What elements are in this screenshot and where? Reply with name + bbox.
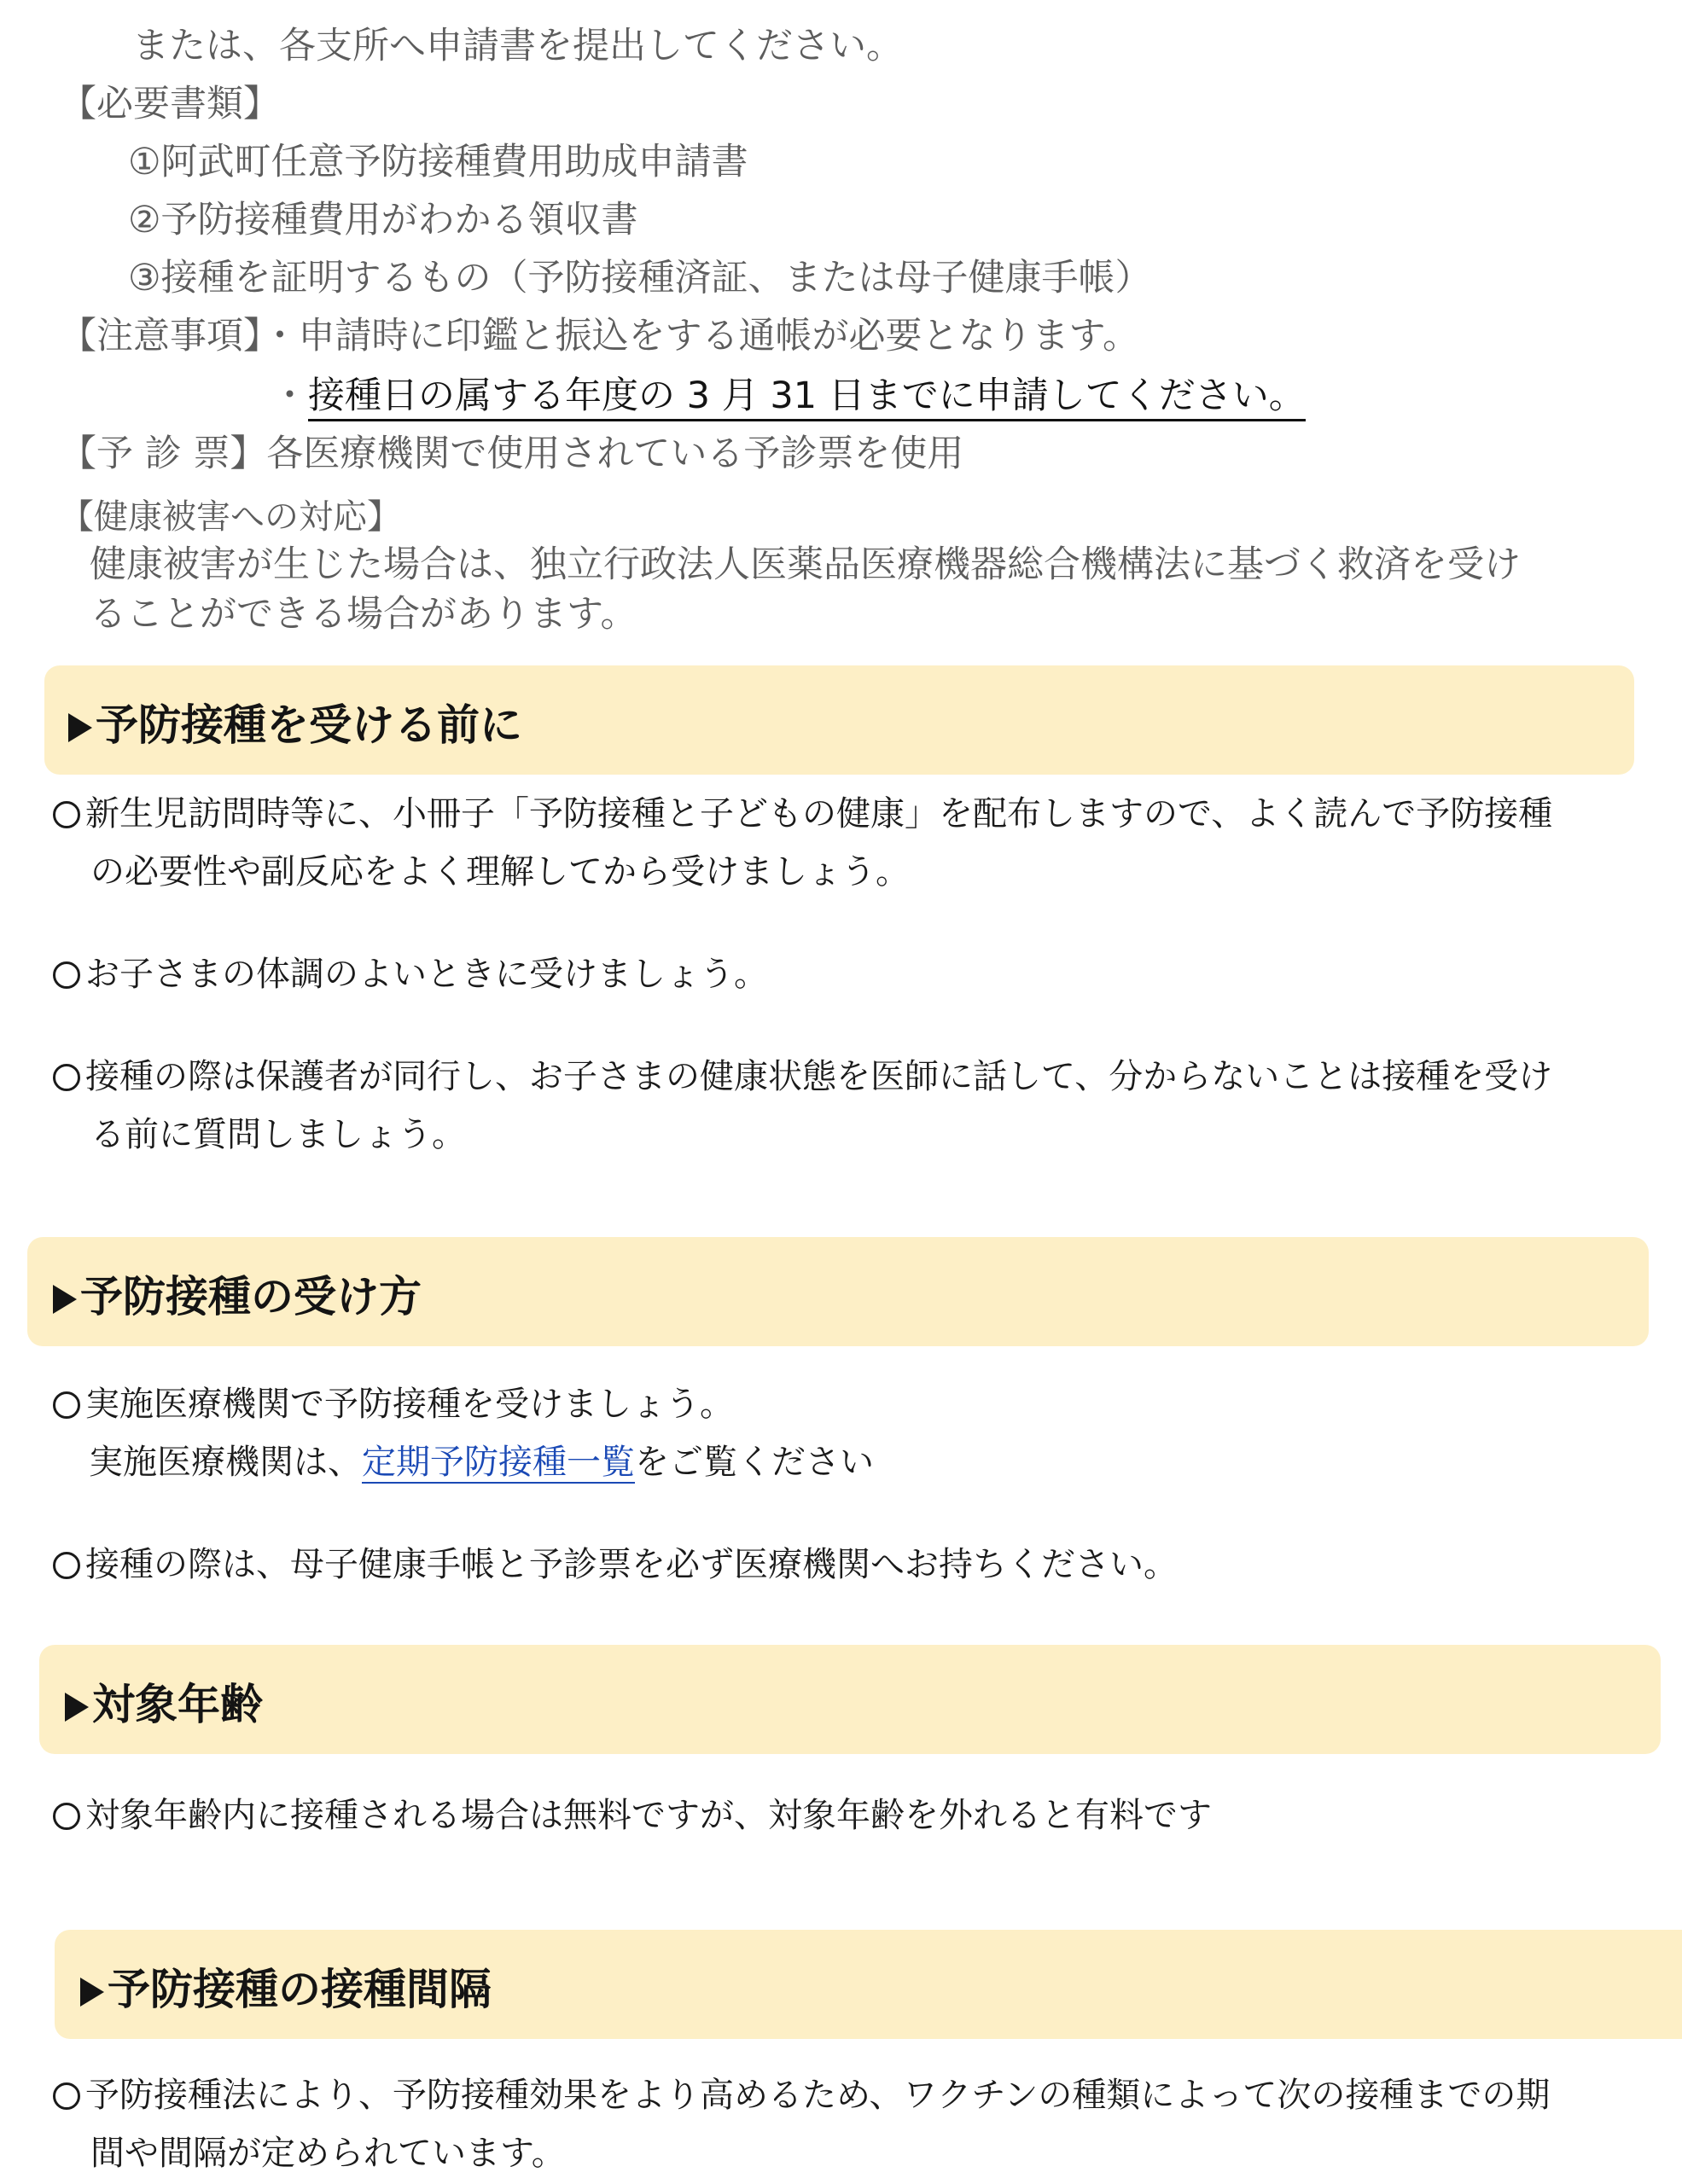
before-item-1-cont: の必要性や副反応をよく理解してから受けましょう。 bbox=[90, 852, 910, 892]
section-age-title bbox=[65, 1679, 263, 1730]
note-1: ・申請時に印鑑と振込をする通帳が必要となります。 bbox=[261, 315, 1140, 357]
submit-instruction: または、各支所へ申請書を提出してください。 bbox=[132, 25, 903, 67]
before-item-1-line-1: 新生児訪問時等に、小冊子「予防接種と子どもの健康」を配布しますので、よく読んで予防接種 bbox=[85, 794, 1553, 834]
doc-item-1: ①阿武町任意予防接種費用助成申請書 bbox=[128, 141, 748, 183]
notes-heading: 【注意事項】 bbox=[60, 315, 262, 357]
docs-heading: 【必要書類】 bbox=[60, 83, 280, 125]
how-item-1 bbox=[53, 1375, 734, 1433]
circle-bullet-icon bbox=[53, 1064, 80, 1091]
interval-item-1 bbox=[53, 2066, 1550, 2124]
interval-item-1-cont: 間や間隔が定められています。 bbox=[90, 2134, 566, 2173]
damage-heading: 【健康被害への対応】 bbox=[60, 497, 401, 537]
before-item-3-line-1: 接種の際は保護者が同行し、お子さまの健康状態を医師に話して、分からないことは接種を受け bbox=[85, 1057, 1553, 1096]
note-bullet: ・ bbox=[271, 375, 308, 417]
section-age-title-text: 対象年齢 bbox=[92, 1680, 263, 1729]
how-item-1-line-1: 実施医療機関で予防接種を受けましょう。 bbox=[85, 1385, 734, 1424]
triangle-right-icon bbox=[80, 1978, 104, 2007]
section-interval-title-text: 予防接種の接種間隔 bbox=[108, 1965, 492, 2014]
prediag-heading: 【予 診 票】 bbox=[60, 433, 267, 475]
vaccination-list-link[interactable]: 定期予防接種一覧 bbox=[362, 1443, 635, 1482]
circle-bullet-icon bbox=[53, 1803, 80, 1830]
age-item-1 bbox=[53, 1786, 1212, 1844]
how-item-2-text: 接種の際は、母子健康手帳と予診票を必ず医療機関へお持ちください。 bbox=[85, 1545, 1178, 1584]
how-item-1-prefix: 実施医療機関は、 bbox=[89, 1443, 362, 1482]
prediag-row bbox=[60, 428, 963, 479]
interval-item-1-line-1: 予防接種法により、予防接種効果をより高めるため、ワクチンの種類によって次の接種までの期 bbox=[85, 2076, 1551, 2115]
triangle-right-icon bbox=[53, 1285, 77, 1314]
notes-row-1 bbox=[60, 311, 1139, 362]
how-item-2 bbox=[53, 1536, 1178, 1594]
circle-bullet-icon bbox=[53, 801, 80, 828]
age-item-1-text: 対象年齢内に接種される場合は無料ですが、対象年齢を外れると有料です bbox=[85, 1796, 1212, 1835]
prediag-text: 各医療機関で使用されている予診票を使用 bbox=[266, 433, 964, 475]
section-interval-title bbox=[80, 1964, 492, 2015]
how-item-1-suffix: をご覧ください bbox=[635, 1443, 874, 1482]
circle-bullet-icon bbox=[53, 961, 80, 989]
notes-row-2 bbox=[271, 370, 1306, 421]
section-before-title-text: 予防接種を受ける前に bbox=[96, 700, 522, 750]
before-item-2 bbox=[53, 945, 768, 1003]
section-how-title bbox=[53, 1271, 422, 1322]
how-item-1-cont bbox=[89, 1433, 874, 1491]
triangle-right-icon bbox=[68, 713, 92, 742]
before-item-3-cont: る前に質問しましょう。 bbox=[90, 1115, 466, 1154]
circle-bullet-icon bbox=[53, 2082, 80, 2110]
damage-line-2: ることができる場合があります。 bbox=[90, 593, 637, 636]
note-2-deadline: 接種日の属する年度の 3 月 31 日までに申請してください。 bbox=[308, 375, 1306, 421]
section-before-title bbox=[68, 700, 522, 751]
section-age-header bbox=[39, 1645, 1661, 1754]
section-how-title-text: 予防接種の受け方 bbox=[80, 1272, 422, 1321]
before-item-1 bbox=[53, 785, 1552, 843]
circle-bullet-icon bbox=[53, 1552, 80, 1579]
damage-line-1: 健康被害が生じた場合は、独立行政法人医薬品医療機器総合機構法に基づく救済を受け bbox=[90, 543, 1521, 586]
before-item-3 bbox=[53, 1048, 1552, 1106]
triangle-right-icon bbox=[65, 1693, 89, 1722]
circle-bullet-icon bbox=[53, 1391, 80, 1419]
before-item-2-text: お子さまの体調のよいときに受けましょう。 bbox=[85, 955, 768, 994]
doc-item-3: ③接種を証明するもの（予防接種済証、または母子健康手帳） bbox=[128, 257, 1152, 299]
doc-item-2: ②予防接種費用がわかる領収書 bbox=[128, 199, 638, 241]
